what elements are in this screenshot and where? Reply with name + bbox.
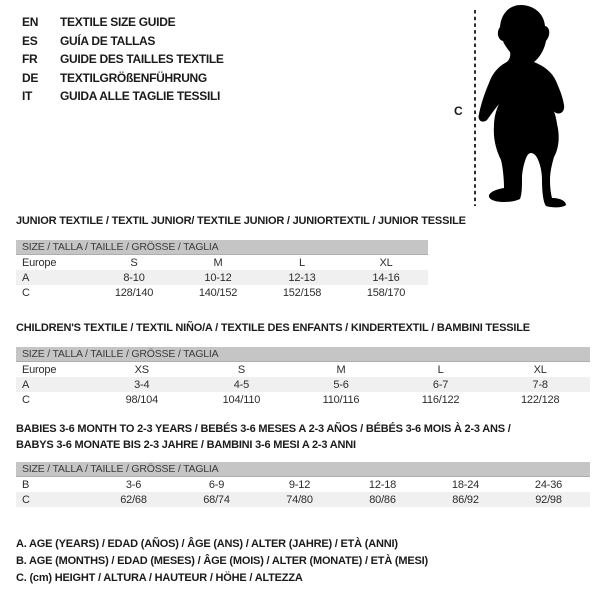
size-cell: S [130,256,138,269]
lang-row-de [22,69,224,88]
lang-code: ES [22,33,38,48]
row-label: C [16,492,92,507]
lang-code: DE [22,70,39,85]
value-cell: 6-9 [208,478,225,491]
table-row-age-months [16,477,590,492]
lang-code: IT [22,89,33,103]
table-row-age [16,270,428,285]
legend-notes [16,536,428,587]
value-cell: 152/158 [282,286,322,299]
lang-code: EN [22,15,39,29]
value-cell: 86/92 [424,492,507,507]
lang-label: GUIDE DES TAILLES TEXTILE [60,52,224,66]
row-label: Europe [22,256,57,269]
lang-label: GUIDA ALLE TAGLIE TESSILI [60,89,221,103]
babies-size-table [16,462,590,507]
height-measure-label: C [454,104,463,118]
size-cell: XS [134,363,149,376]
junior-size-table [16,240,428,300]
value-cell: 4-5 [192,377,292,392]
value-cell: 122/128 [521,393,560,406]
value-cell: 7-8 [490,377,590,392]
lang-code: FR [22,52,38,66]
table-row-age [16,377,590,392]
table-row-europe [16,362,590,377]
table-row-height [16,492,590,507]
toddler-silhouette-icon [448,2,580,210]
lang-row-it [22,87,224,106]
value-cell: 80/86 [341,492,424,507]
value-cell: 18-24 [451,478,480,491]
value-cell: 68/74 [175,492,258,507]
value-cell: 158/170 [366,286,406,299]
value-cell: 3-4 [92,377,192,392]
note-age-months: B. AGE (MONTHS) / EDAD (MESES) / ÂGE (MOIS) / ALTER (MONATE) / ETÀ (MESI) [16,555,428,567]
value-cell: 6-7 [391,377,491,392]
value-cell: 12-18 [368,478,397,491]
value-cell: 8-10 [92,270,176,285]
row-label: C [22,393,30,406]
lang-row-es [22,32,224,51]
value-cell: 12-13 [260,270,344,285]
value-cell: 98/104 [125,393,159,406]
value-cell: 62/68 [92,492,175,507]
size-header-bar: SIZE / TALLA / TAILLE / GRÖSSE / TAGLIA [16,462,590,477]
value-cell: 3-6 [125,478,142,491]
value-cell: 128/140 [114,286,154,299]
row-label: Europe [22,363,57,376]
section-title-babies [16,421,511,453]
value-cell: 10-12 [176,270,260,285]
value-cell: 92/98 [507,492,590,507]
section-title-babies-line2: BABYS 3-6 MONATE BIS 2-3 JAHRE / BAMBINI 3-6 MESI A 2-3 ANNI [16,439,356,451]
measurement-figure [448,0,600,212]
children-size-table [16,347,590,407]
size-cell: S [237,363,245,376]
lang-label: TEXTILE SIZE GUIDE [60,15,176,29]
value-cell: 14-16 [344,270,428,285]
value-cell: 9-12 [288,478,311,491]
lang-label: TEXTILGRÖßENFÜHRUNG [60,70,207,85]
table-row-europe [16,255,428,270]
section-title-junior: JUNIOR TEXTILE / TEXTIL JUNIOR/ TEXTILE JUNIOR / JUNIORTEXTIL / JUNIOR TESSILE [16,215,466,227]
size-cell: XL [533,363,547,376]
size-cell: L [437,363,444,376]
value-cell: 104/110 [222,393,261,406]
note-age-years: A. AGE (YEARS) / EDAD (AÑOS) / ÂGE (ANS) / ALTER (JAHRE) / ETÀ (ANNI) [16,538,398,550]
row-label: B [22,478,30,491]
lang-row-fr [22,50,224,69]
lang-row-en [22,13,224,32]
lang-label: GUÍA DE TALLAS [60,33,156,48]
section-title-babies-line1: BABIES 3-6 MONTH TO 2-3 YEARS / BEBÉS 3-6 MESES A 2-3 AÑOS / BÉBÉS 3-6 MOIS À 2-3 ANS / [16,423,511,435]
row-label: A [16,270,92,285]
value-cell: 140/152 [198,286,238,299]
language-title-list [22,13,224,106]
value-cell: 24-36 [534,478,563,491]
value-cell: 116/122 [421,393,460,406]
row-label: C [22,286,30,299]
section-title-children: CHILDREN'S TEXTILE / TEXTIL NIÑO/A / TEXTILE DES ENFANTS / KINDERTEXTIL / BAMBINI TESSILE [16,322,530,334]
note-height-cm: C. (cm) HEIGHT / ALTURA / HAUTEUR / HÖHE / ALTEZZA [16,572,303,584]
table-row-height [16,285,428,300]
size-cell: L [299,256,305,269]
value-cell: 74/80 [258,492,341,507]
row-label: A [16,377,92,392]
size-cell: M [213,256,223,269]
size-cell: M [336,363,346,376]
size-header-bar: SIZE / TALLA / TAILLE / GRÖSSE / TAGLIA [16,240,428,255]
value-cell: 110/116 [322,393,360,406]
size-cell: XL [379,256,393,269]
table-row-height [16,392,590,407]
value-cell: 5-6 [291,377,391,392]
size-header-bar: SIZE / TALLA / TAILLE / GRÖSSE / TAGLIA [16,347,590,362]
